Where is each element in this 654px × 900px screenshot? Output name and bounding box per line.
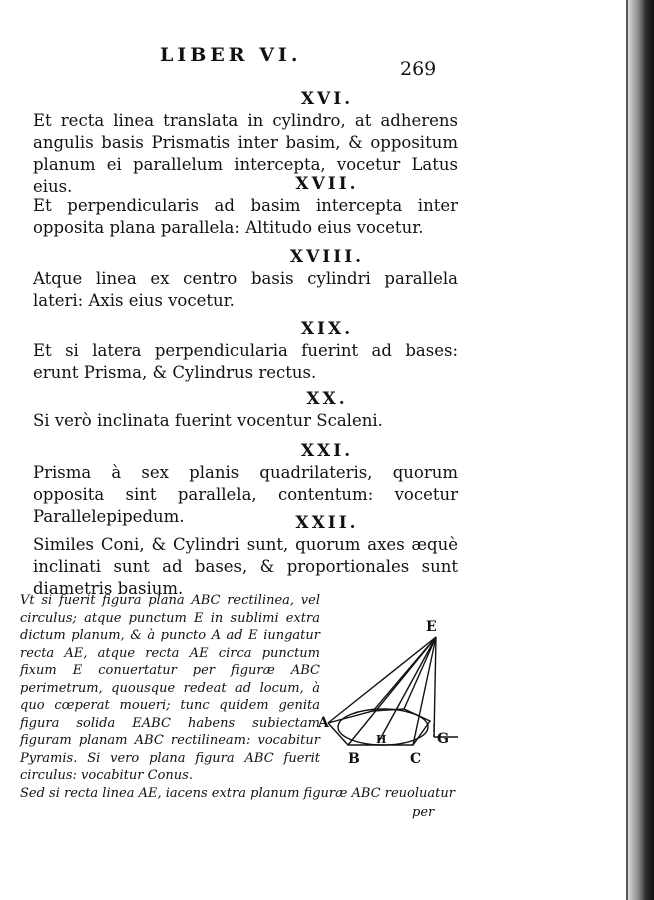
running-header: LIBER VI. — [160, 44, 302, 66]
definition-numeral: XXI. — [300, 441, 354, 461]
definition-text: Et recta linea translata in cylindro, at adherens angulis basis Prismatis inter basim, & oppositum planum ei parallelum intercepta, vocetur Latus eius. — [33, 111, 458, 196]
label-c: C — [410, 751, 422, 767]
definition-numeral: XVIII. — [289, 247, 365, 267]
definition-22 — [0, 512, 654, 600]
pyramid-cone-figure — [318, 615, 468, 775]
commentary-paragraph: Vt si fuerit figura plana ABC rectilinea, vel circulus; atque punctum E in sublimi extra dictum planum, & à puncto A ad E iungatur recta AE, atque recta AE circa punctum fixum E conuertatur per figuræ ABC perimetrum, quousque redeat ad locum, à quo cœperat moueri; tunc quidem genita figura solida EABC habens subiectam figuram planam ABC rectilineam: vocabitur Pyramis. Si vero plana figura ABC fuerit circulus: vocabitur Conus. — [20, 593, 320, 783]
definition-numeral: XXII. — [295, 513, 359, 533]
figure-lines — [328, 637, 458, 745]
definition-20 — [0, 388, 654, 432]
catchword: per — [412, 805, 435, 820]
definition-text: Atque linea ex centro basis cylindri parallela lateri: Axis eius vocetur. — [33, 269, 458, 310]
label-e: E — [426, 619, 437, 635]
definition-numeral: XX. — [306, 389, 348, 409]
definition-numeral: XVII. — [295, 174, 359, 194]
label-h: H — [376, 733, 387, 746]
definition-text: Et si latera perpendicularia fuerint ad bases: erunt Prisma, & Cylindrus rectus. — [33, 341, 458, 382]
definition-19 — [0, 318, 654, 384]
definition-numeral: XIX. — [300, 319, 354, 339]
definition-text: Similes Coni, & Cylindri sunt, quorum axes æquè inclinati sunt ad bases, & proportionales sunt diametris basium. — [33, 535, 458, 598]
edge-eg — [434, 637, 436, 737]
label-g: G — [437, 731, 449, 747]
definition-18 — [0, 246, 654, 312]
label-b: B — [348, 751, 360, 767]
definition-numeral: XVI. — [300, 89, 354, 109]
definition-text: Prisma à sex planis quadrilateris, quorum opposita sint parallela, contentum: vocetur Parallelepipedum. — [33, 463, 458, 526]
commentary-tail: Sed si recta linea AE, iacens extra planum figuræ ABC reuoluatur — [20, 786, 455, 801]
label-a: A — [318, 715, 329, 731]
definition-text: Si verò inclinata fuerint vocentur Scaleni. — [33, 411, 383, 430]
page-number: 269 — [400, 58, 437, 80]
definition-text: Et perpendicularis ad basim intercepta inter opposita plana parallela: Altitudo eius vocetur. — [33, 196, 458, 237]
edge-e-back2 — [404, 637, 436, 709]
edge-e-back — [373, 637, 436, 711]
definition-17 — [0, 173, 654, 239]
